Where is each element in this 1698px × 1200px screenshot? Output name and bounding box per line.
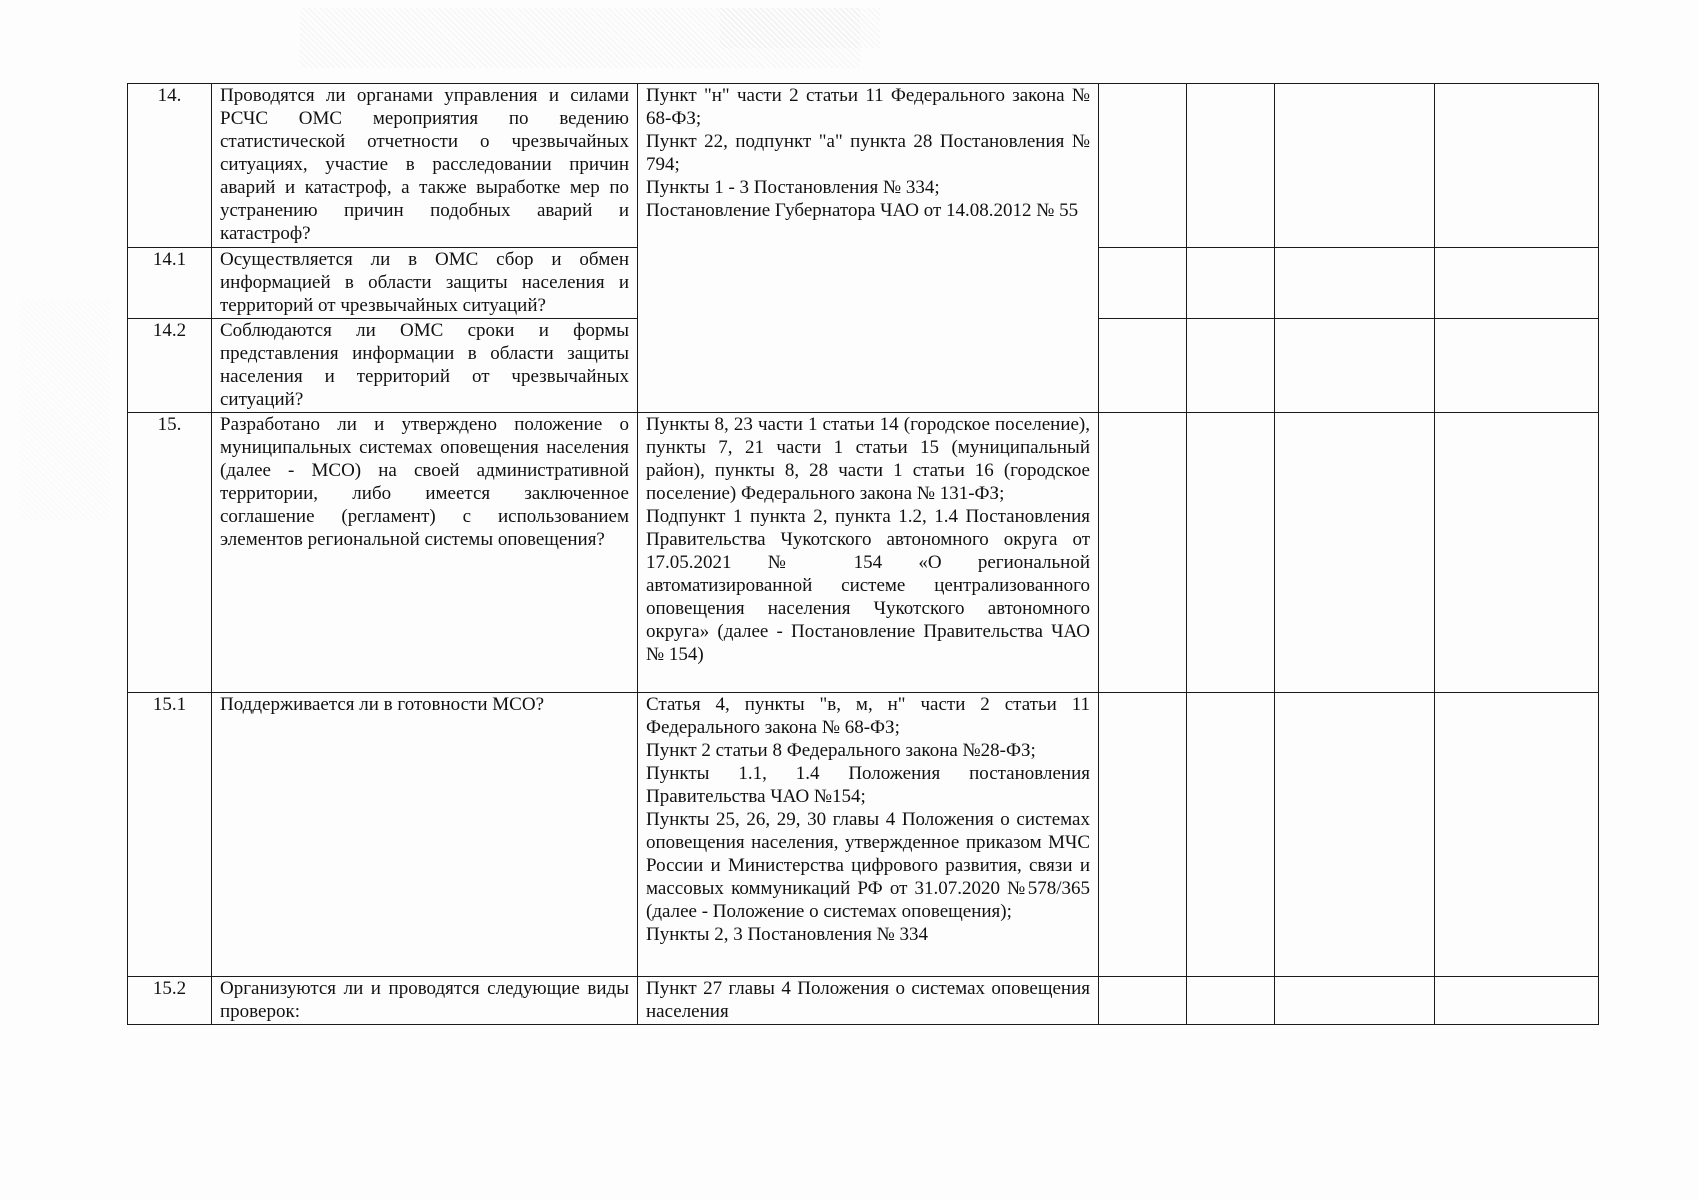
reference-cell	[638, 413, 1099, 693]
empty-cell	[1099, 248, 1187, 319]
empty-cell	[1187, 84, 1275, 248]
empty-cell	[1275, 248, 1435, 319]
table-row	[128, 977, 1599, 1025]
empty-cell	[1435, 84, 1599, 248]
empty-cell	[1275, 977, 1435, 1025]
question-cell: Соблюдаются ли ОМС сроки и формы представления информации в области защиты населения и территорий от чрезвычайных ситуаций?	[212, 319, 638, 413]
empty-cell	[1099, 319, 1187, 413]
reference-cell	[638, 84, 1099, 413]
empty-cell	[1099, 693, 1187, 977]
question-cell: Поддерживается ли в готовности МСО?	[212, 693, 638, 977]
scan-noise-top-right	[720, 8, 880, 48]
checklist-table	[127, 83, 1599, 1025]
empty-cell	[1187, 693, 1275, 977]
row-number: 15.1	[128, 693, 212, 977]
row-number: 15.	[128, 413, 212, 693]
question-cell: Разработано ли и утверждено положение о муниципальных системах оповещения населения (далее - МСО) на своей административной территории, либо имеется заключенное соглашение (регламент) с использованием элементов региональной системы оповещения?	[212, 413, 638, 693]
empty-cell	[1275, 413, 1435, 693]
question-cell: Организуются ли и проводятся следующие виды проверок:	[212, 977, 638, 1025]
row-number: 15.2	[128, 977, 212, 1025]
empty-cell	[1187, 977, 1275, 1025]
scan-noise-left	[20, 300, 110, 520]
empty-cell	[1187, 413, 1275, 693]
empty-cell	[1275, 319, 1435, 413]
empty-cell	[1099, 84, 1187, 248]
question-cell: Проводятся ли органами управления и силами РСЧС ОМС мероприятия по ведению статистической отчетности о чрезвычайных ситуациях, участие в расследовании причин аварий и катастроф, а также выработке мер по устранению причин подобных аварий и катастроф?	[212, 84, 638, 248]
reference-text: Пункты 8, 23 части 1 статьи 14 (городское поселение), пункты 7, 21 части 1 статьи 15 (муниципальный район), пункты 8, 28 части 1 статьи 16 (городское поселение) Федерального закона № 131-ФЗ; Подпункт 1 пункта 2, пункта 1.2, 1.4 Постановления Правительства Чукотского автономного округа от 17.05.2021 № 154 «О региональной автоматизированной системе централизованного оповещения населения Чукотского автономного округа» (далее - Постановление Правительства ЧАО № 154)	[646, 414, 1090, 665]
question-cell: Осуществляется ли в ОМС сбор и обмен информацией в области защиты населения и территорий от чрезвычайных ситуаций?	[212, 248, 638, 319]
empty-cell	[1275, 84, 1435, 248]
reference-cell	[638, 693, 1099, 977]
empty-cell	[1435, 693, 1599, 977]
empty-cell	[1187, 248, 1275, 319]
empty-cell	[1435, 977, 1599, 1025]
reference-cell	[638, 977, 1099, 1025]
row-number: 14.2	[128, 319, 212, 413]
reference-text: Статья 4, пункты "в, м, н" части 2 статьи 11 Федерального закона № 68-ФЗ; Пункт 2 статьи 8 Федерального закона №28-ФЗ; Пункты 1.1, 1.4 Положения постановления Правительства ЧАО №154; Пункты 25, 26, 29, 30 главы 4 Положения о системах оповещения населения, утвержденное приказом МЧС России и Министерства цифрового развития, связи и массовых коммуникаций РФ от 31.07.2020 №578/365 (далее - Положение о системах оповещения); Пункты 2, 3 Постановления № 334	[646, 694, 1090, 945]
table-row	[128, 693, 1599, 977]
reference-text: Пункт "н" части 2 статьи 11 Федерального закона № 68-ФЗ; Пункт 22, подпункт "а" пункта 28 Постановления № 794; Пункты 1 - 3 Постановления № 334; Постановление Губернатора ЧАО от 14.08.2012 № 55	[646, 85, 1090, 221]
empty-cell	[1435, 413, 1599, 693]
empty-cell	[1099, 413, 1187, 693]
table-row	[128, 84, 1599, 248]
empty-cell	[1099, 977, 1187, 1025]
empty-cell	[1435, 248, 1599, 319]
empty-cell	[1187, 319, 1275, 413]
reference-text: Пункт 27 главы 4 Положения о системах оповещения населения	[646, 978, 1090, 1022]
row-number: 14.1	[128, 248, 212, 319]
empty-cell	[1275, 693, 1435, 977]
row-number: 14.	[128, 84, 212, 248]
table-row	[128, 413, 1599, 693]
empty-cell	[1435, 319, 1599, 413]
